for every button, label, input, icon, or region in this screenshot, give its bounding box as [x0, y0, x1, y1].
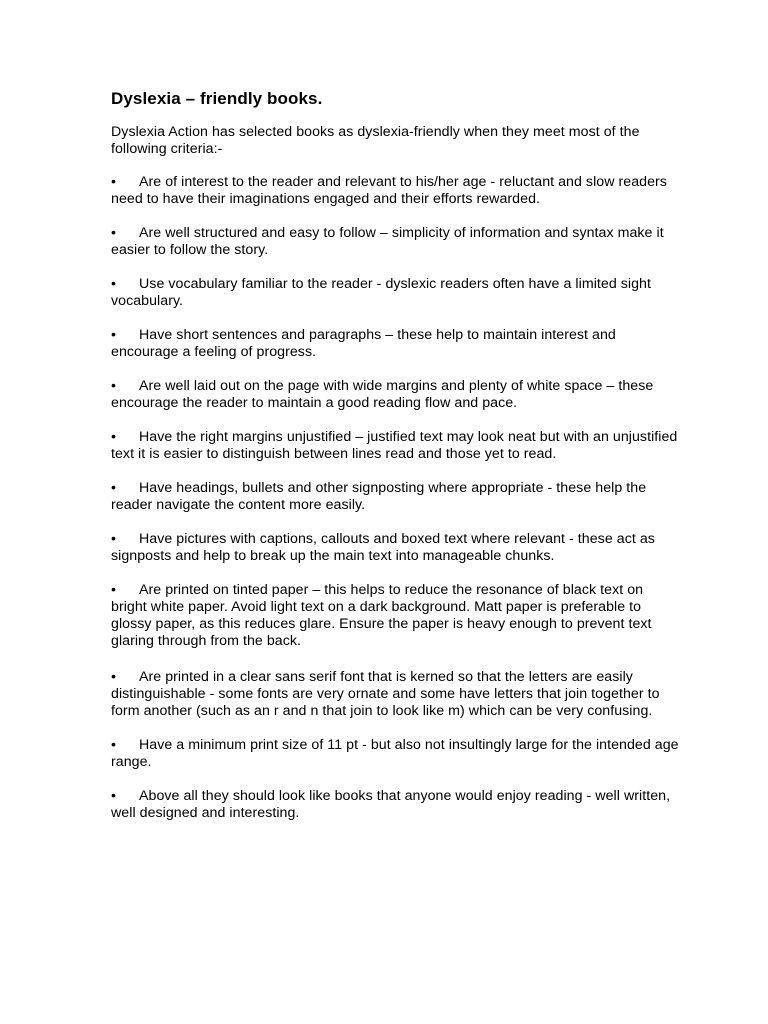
- bullet-icon: •: [111, 480, 117, 496]
- criterion-item: [111, 480, 679, 514]
- bullet-icon: •: [111, 582, 117, 598]
- bullet-icon: •: [111, 531, 117, 547]
- bullet-icon: •: [111, 174, 117, 190]
- criterion-item: [111, 225, 679, 259]
- criterion-item: [111, 327, 679, 361]
- criterion-text: Have pictures with captions, callouts and boxed text where relevant - these act as signposts and help to break up the main text into manageable chunks.: [111, 531, 655, 564]
- criterion-item: [111, 737, 679, 771]
- criterion-text: Are printed in a clear sans serif font that is kerned so that the letters are easily distinguishable - some fonts are very ornate and some have letters that join together to form another (such as an r and n that join to look like m) which can be very confusing.: [111, 669, 660, 719]
- bullet-icon: •: [111, 669, 117, 685]
- bullet-icon: •: [111, 429, 117, 445]
- criterion-text: Are well structured and easy to follow – simplicity of information and syntax make it easier to follow the story.: [111, 225, 664, 258]
- criterion-item: [111, 582, 679, 650]
- criterion-item: [111, 531, 679, 565]
- criterion-text: Have headings, bullets and other signposting where appropriate - these help the reader navigate the content more easily.: [111, 480, 647, 513]
- document-page: [111, 88, 679, 839]
- criterion-text: Are printed on tinted paper – this helps to reduce the resonance of black text on bright white paper. Avoid light text on a dark background. Matt paper is preferable to glossy paper, as this reduces glare. Ensure the paper is heavy enough to prevent text glaring through from the back.: [111, 582, 652, 649]
- criterion-item: [111, 378, 679, 412]
- intro-paragraph: Dyslexia Action has selected books as dyslexia-friendly when they meet most of the following criteria:-: [111, 124, 640, 157]
- bullet-icon: •: [111, 225, 117, 241]
- criterion-item: [111, 788, 679, 822]
- bullet-icon: •: [111, 276, 117, 292]
- bullet-icon: •: [111, 327, 117, 343]
- document-title: Dyslexia – friendly books.: [111, 89, 323, 108]
- criterion-text: Have a minimum print size of 11 pt - but also not insultingly large for the intended age range.: [111, 737, 679, 770]
- criterion-text: Use vocabulary familiar to the reader - dyslexic readers often have a limited sight vocabulary.: [111, 276, 651, 309]
- bullet-icon: •: [111, 378, 117, 394]
- criterion-item: [111, 276, 679, 310]
- criteria-list: [111, 174, 679, 822]
- criterion-text: Are of interest to the reader and relevant to his/her age - reluctant and slow readers need to have their imaginations engaged and their efforts rewarded.: [111, 174, 667, 207]
- criterion-text: Are well laid out on the page with wide margins and plenty of white space – these encourage the reader to maintain a good reading flow and pace.: [111, 378, 654, 411]
- criterion-text: Have the right margins unjustified – justified text may look neat but with an unjustified text it is easier to distinguish between lines read and those yet to read.: [111, 429, 678, 462]
- criterion-item: [111, 174, 679, 208]
- bullet-icon: •: [111, 737, 117, 753]
- criterion-item: [111, 669, 679, 720]
- bullet-icon: •: [111, 788, 117, 804]
- criterion-text: Have short sentences and paragraphs – these help to maintain interest and encourage a feeling of progress.: [111, 327, 616, 360]
- criterion-text: Above all they should look like books that anyone would enjoy reading - well written, well designed and interesting.: [111, 788, 671, 821]
- criterion-item: [111, 429, 679, 463]
